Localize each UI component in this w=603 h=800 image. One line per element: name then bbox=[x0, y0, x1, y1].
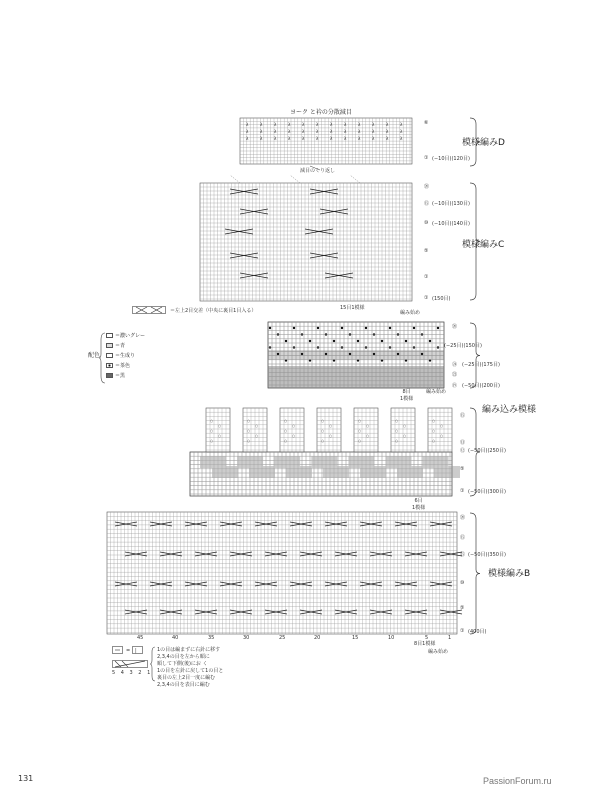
stitch-mark: ○ bbox=[255, 434, 259, 438]
axis-tick: 35 bbox=[208, 635, 215, 641]
stitch-mark: ○ bbox=[292, 434, 296, 438]
row-label: ⑬ bbox=[460, 440, 466, 446]
color-dot bbox=[429, 340, 431, 342]
stitch-mark: ○ bbox=[284, 429, 288, 433]
axis-tick: 5 bbox=[425, 635, 429, 641]
stitch-mark: ○ bbox=[284, 439, 288, 443]
color-dot bbox=[349, 353, 351, 355]
row-label: ⑳ bbox=[452, 324, 458, 330]
stitch-mark: λ bbox=[260, 129, 263, 134]
leader-line bbox=[350, 175, 360, 183]
row-label: ⑫ bbox=[460, 448, 466, 454]
axis-tick: 40 bbox=[172, 635, 179, 641]
stitch-mark: λ bbox=[288, 122, 291, 127]
color-legend-title: 配色 bbox=[88, 352, 101, 359]
legend-text: 1の目を左針に戻して1の目と bbox=[157, 668, 224, 674]
color-band bbox=[323, 466, 349, 478]
row-label: ⑤ bbox=[460, 605, 465, 611]
legend-text: 裏目の左上2目一度に編む bbox=[157, 675, 216, 681]
stitch-count: (−50目)(300目) bbox=[468, 489, 506, 495]
stitch-mark: λ bbox=[400, 129, 403, 134]
grid-block bbox=[200, 183, 412, 301]
color-dot bbox=[405, 340, 407, 342]
legend-item bbox=[106, 352, 135, 359]
pattern-c-title: 模様編みC bbox=[462, 240, 505, 250]
stitch-mark: ○ bbox=[255, 424, 259, 428]
stitch-mark: ○ bbox=[284, 419, 288, 423]
color-dot bbox=[333, 340, 335, 342]
start-label: 編み始め bbox=[428, 649, 449, 655]
stitch-numbers: 5 4 3 2 1 bbox=[112, 670, 153, 676]
color-dot bbox=[365, 327, 367, 329]
stitch-mark: λ bbox=[288, 129, 291, 134]
page-number: 131 bbox=[18, 774, 34, 783]
stitch-mark: ○ bbox=[247, 439, 251, 443]
color-dot bbox=[293, 346, 295, 348]
color-dot bbox=[373, 353, 375, 355]
svg-text:=: = bbox=[126, 648, 131, 654]
legend-item bbox=[106, 372, 125, 379]
row-label: ⑳ bbox=[460, 515, 466, 521]
stitch-mark: λ bbox=[302, 122, 305, 127]
section-braces bbox=[470, 118, 530, 638]
stitch-count: (−10目)(120目) bbox=[432, 156, 470, 162]
stitch-count: (−10目)(130目) bbox=[432, 201, 470, 207]
color-dot bbox=[413, 346, 415, 348]
legend-item bbox=[106, 342, 125, 349]
stitch-mark: ○ bbox=[321, 429, 325, 433]
pattern-b-title: 模様編みB bbox=[488, 569, 531, 579]
stitch-mark: ○ bbox=[218, 434, 222, 438]
color-dot bbox=[277, 353, 279, 355]
row-label: ⑮ bbox=[424, 201, 430, 207]
stitch-mark: ○ bbox=[321, 419, 325, 423]
color-dot bbox=[389, 346, 391, 348]
start-label: 編み始め bbox=[426, 389, 447, 395]
color-dot bbox=[285, 340, 287, 342]
stitch-mark: λ bbox=[400, 136, 403, 141]
stitch-mark: λ bbox=[400, 122, 403, 127]
stitch-mark: ○ bbox=[358, 429, 362, 433]
grid-block bbox=[107, 512, 457, 634]
stitch-mark: ○ bbox=[218, 424, 222, 428]
stitch-mark: ○ bbox=[329, 424, 333, 428]
stitch-mark: λ bbox=[274, 129, 277, 134]
legend-label: ＝濃いグレー bbox=[115, 333, 146, 339]
axis-tick: 1 bbox=[448, 635, 452, 641]
stitch-count: (−50目)(200目) bbox=[462, 383, 500, 389]
stitch-mark: λ bbox=[344, 136, 347, 141]
watermark: PassionForum.ru bbox=[483, 776, 552, 786]
stitch-mark: λ bbox=[274, 136, 277, 141]
stitch-mark: λ bbox=[316, 136, 319, 141]
stitch-count: (−25目)(175目) bbox=[462, 362, 500, 368]
stitch-mark: ○ bbox=[432, 429, 436, 433]
row-label: ⑤ bbox=[424, 248, 429, 254]
legend-label: ＝黒 bbox=[115, 373, 126, 379]
color-dot bbox=[357, 340, 359, 342]
stitch-mark: λ bbox=[316, 122, 319, 127]
color-dot bbox=[341, 346, 343, 348]
stitch-mark: λ bbox=[372, 122, 375, 127]
legend-item bbox=[106, 332, 145, 339]
stitch-mark: ○ bbox=[440, 434, 444, 438]
stitch-mark: ○ bbox=[358, 439, 362, 443]
svg-text:|: | bbox=[135, 648, 137, 654]
stitch-mark: λ bbox=[246, 122, 249, 127]
color-dot bbox=[365, 346, 367, 348]
legend-item bbox=[106, 362, 130, 369]
stitch-mark: λ bbox=[330, 122, 333, 127]
legend-label: ＝茶色 bbox=[115, 363, 131, 369]
stitch-mark: ○ bbox=[432, 419, 436, 423]
row-label: ⑲ bbox=[452, 383, 458, 389]
row-label: ① bbox=[424, 274, 429, 280]
row-label: ⑮ bbox=[460, 413, 466, 419]
leader-line bbox=[290, 175, 300, 183]
stitch-mark: λ bbox=[344, 129, 347, 134]
jacquard-title: 編み込み模様 bbox=[482, 405, 537, 415]
stitch-mark: ○ bbox=[358, 419, 362, 423]
stitch-mark: λ bbox=[386, 129, 389, 134]
axis-tick: 20 bbox=[314, 635, 321, 641]
legend-text: 順して下側(後)にお く bbox=[157, 661, 208, 667]
stitch-count: (−25目)(150目) bbox=[444, 343, 482, 349]
legend-text: 2,3,4の目を左から順に bbox=[157, 654, 210, 660]
color-dot bbox=[437, 327, 439, 329]
color-dot bbox=[381, 340, 383, 342]
row-label: ⑮ bbox=[460, 535, 466, 541]
stitch-mark: λ bbox=[246, 136, 249, 141]
stitch-mark: ○ bbox=[440, 424, 444, 428]
stitch-mark: ○ bbox=[210, 419, 214, 423]
stitch-count: (−50目)(350目) bbox=[468, 552, 506, 558]
swatch-black-icon bbox=[106, 373, 113, 378]
row-label: ⑥ bbox=[424, 120, 429, 126]
color-dot bbox=[317, 346, 319, 348]
row-label: ① bbox=[460, 628, 465, 634]
stitch-mark: λ bbox=[330, 129, 333, 134]
stitch-mark: ○ bbox=[247, 419, 251, 423]
stitch-mark: ○ bbox=[210, 439, 214, 443]
color-dot bbox=[397, 353, 399, 355]
stitch-mark: ○ bbox=[432, 439, 436, 443]
legend-label: ＝生成り bbox=[115, 353, 136, 359]
legend-label: ＝青 bbox=[115, 343, 126, 349]
row-label: ㉔ bbox=[452, 362, 458, 368]
row-label: ⑮ bbox=[460, 552, 466, 558]
stitch-mark: ○ bbox=[292, 424, 296, 428]
axis-tick: 30 bbox=[243, 635, 250, 641]
stitch-mark: λ bbox=[302, 136, 305, 141]
stitch-mark: λ bbox=[288, 136, 291, 141]
stitch-mark: λ bbox=[372, 129, 375, 134]
axis-tick: 25 bbox=[279, 635, 286, 641]
color-dot bbox=[317, 327, 319, 329]
axis-tick: 45 bbox=[137, 635, 144, 641]
stitch-mark: ○ bbox=[366, 434, 370, 438]
stitch-mark: λ bbox=[302, 129, 305, 134]
repeat-label: 15目1模様 bbox=[340, 305, 365, 311]
stitch-count: (−50目)(250目) bbox=[468, 448, 506, 454]
stitch-mark: λ bbox=[358, 122, 361, 127]
color-dot bbox=[301, 353, 303, 355]
pattern-b-chart bbox=[107, 512, 457, 634]
color-dot bbox=[437, 346, 439, 348]
swatch-brown-icon bbox=[106, 363, 113, 368]
stitch-mark: ○ bbox=[366, 424, 370, 428]
legend-text: 2,3,4の目を表目に編む bbox=[157, 682, 210, 688]
row-label: ⑤ bbox=[460, 466, 465, 472]
row-label: ⑩ bbox=[460, 580, 465, 586]
color-dot bbox=[341, 327, 343, 329]
repeat-label: 8目1模様 bbox=[414, 641, 436, 647]
start-label: 編み始め bbox=[400, 310, 421, 316]
stitch-count: (−10目)(140目) bbox=[432, 221, 470, 227]
stitch-mark: λ bbox=[316, 129, 319, 134]
color-dot bbox=[325, 353, 327, 355]
row-label: ① bbox=[460, 488, 465, 494]
color-dot bbox=[389, 327, 391, 329]
legend-brace bbox=[150, 646, 156, 682]
color-dot bbox=[269, 346, 271, 348]
stitch-mark: λ bbox=[372, 136, 375, 141]
pattern-d-chart bbox=[240, 118, 412, 168]
leader-line bbox=[230, 175, 240, 183]
legend-text: 1の目は編まずに右針に移す bbox=[157, 647, 221, 653]
stitch-mark: λ bbox=[386, 122, 389, 127]
color-dot bbox=[269, 327, 271, 329]
row-label: ⑩ bbox=[424, 220, 429, 226]
stitch-mark: ○ bbox=[329, 434, 333, 438]
stitch-mark: λ bbox=[260, 122, 263, 127]
stitch-mark: λ bbox=[344, 122, 347, 127]
swatch-blue-icon bbox=[106, 343, 113, 348]
cable-symbol-icon bbox=[132, 306, 166, 314]
row-label: ⑳ bbox=[424, 184, 430, 190]
stitch-mark: λ bbox=[330, 136, 333, 141]
symbol-note: ＝左上2目交差（中央に裏目1目入る） bbox=[170, 308, 257, 314]
stitch-mark: ○ bbox=[395, 419, 399, 423]
color-dot bbox=[309, 340, 311, 342]
stitch-mark: λ bbox=[358, 136, 361, 141]
repeat-label: 8目 1模様 bbox=[400, 389, 414, 402]
swatch-natural-icon bbox=[106, 353, 113, 358]
row-label: ① bbox=[424, 295, 429, 301]
stitch-mark: ○ bbox=[395, 439, 399, 443]
stitch-mark: λ bbox=[246, 129, 249, 134]
stitch-mark: ○ bbox=[321, 439, 325, 443]
purl-symbol-icon bbox=[112, 646, 144, 654]
cross-cable-symbol-icon bbox=[112, 660, 148, 668]
stitch-count: (150目) bbox=[432, 296, 451, 302]
pattern-c-chart bbox=[200, 183, 412, 301]
color-dot bbox=[293, 327, 295, 329]
stitch-mark: ○ bbox=[403, 424, 407, 428]
row-label: ㉓ bbox=[452, 372, 458, 378]
jacquard-middle-chart bbox=[190, 408, 452, 496]
stitch-mark: ○ bbox=[403, 434, 407, 438]
stitch-mark: ○ bbox=[210, 429, 214, 433]
stitch-mark: λ bbox=[260, 136, 263, 141]
color-dot bbox=[413, 327, 415, 329]
row-label: ① bbox=[424, 155, 429, 161]
stitch-mark: ○ bbox=[247, 429, 251, 433]
pattern-d-title: 模様編みD bbox=[462, 138, 505, 148]
axis-tick: 15 bbox=[352, 635, 359, 641]
swatch-dark-gray-icon bbox=[106, 333, 113, 338]
repeat-label: 6目 1模様 bbox=[412, 498, 426, 511]
stitch-count: (400目) bbox=[468, 629, 487, 635]
stitch-mark: λ bbox=[386, 136, 389, 141]
stitch-mark: λ bbox=[274, 122, 277, 127]
axis-tick: 10 bbox=[388, 635, 395, 641]
decrease-note: 減目のくり返し bbox=[300, 168, 336, 174]
jacquard-top-chart bbox=[268, 322, 444, 388]
stitch-mark: ○ bbox=[395, 429, 399, 433]
yoke-title: ヨーク と衿の分散減目 bbox=[290, 109, 352, 116]
stitch-mark: λ bbox=[358, 129, 361, 134]
color-dot bbox=[421, 353, 423, 355]
